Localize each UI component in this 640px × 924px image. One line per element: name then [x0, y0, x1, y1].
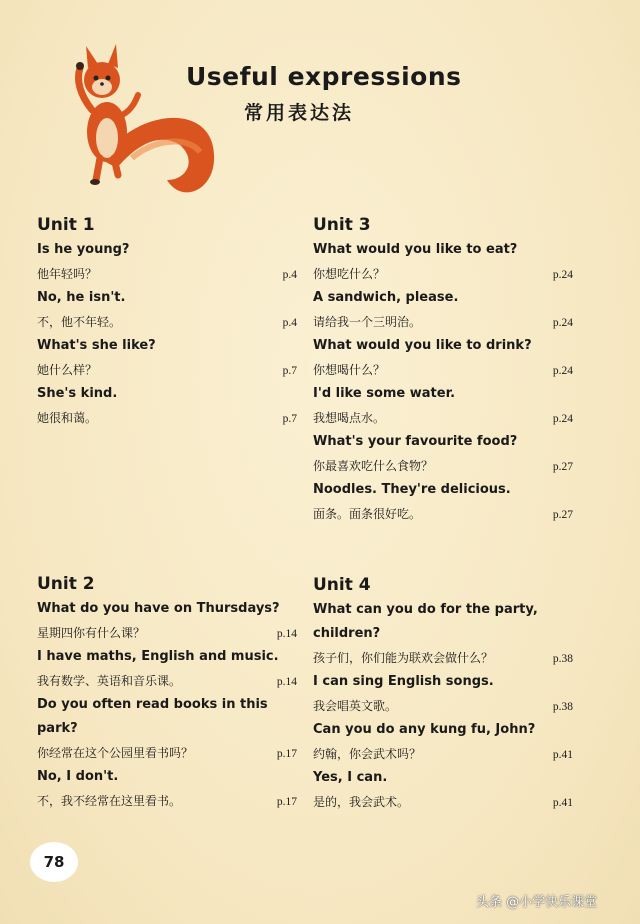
page-ref: p.24: [552, 365, 573, 377]
unit-title: Unit 1: [37, 215, 95, 235]
english-expression: She's kind.: [37, 386, 118, 401]
page-ref: p.24: [552, 317, 573, 329]
expression-item: [313, 670, 573, 718]
unit-title: Unit 3: [313, 215, 371, 235]
unit-title: Unit 4: [313, 575, 371, 595]
expression-item: [37, 597, 297, 645]
page-ref: p.4: [282, 269, 297, 281]
page-ref: p.17: [276, 748, 297, 760]
unit-title: Unit 2: [37, 574, 95, 594]
chinese-translation: 约翰，你会武术吗？: [313, 747, 422, 761]
english-expression: What would you like to eat?: [313, 242, 518, 257]
expression-item: [37, 382, 297, 430]
chinese-translation: 是的，我会武术。: [313, 795, 410, 809]
english-expression: I'd like some water.: [313, 386, 456, 401]
page-ref: p.24: [552, 413, 573, 425]
chinese-translation: 我想喝点水。: [313, 411, 386, 425]
expression-item: [37, 693, 297, 765]
page-ref: p.41: [552, 797, 573, 809]
chinese-translation: 你想喝什么？: [313, 363, 386, 377]
page-ref: p.7: [282, 413, 297, 425]
english-expression: What can you do for the party, children?: [313, 602, 538, 641]
expression-item: [37, 334, 297, 382]
expression-item: [313, 718, 573, 766]
expression-item: [313, 766, 573, 814]
chinese-translation: 请给我一个三明治。: [313, 315, 422, 329]
english-expression: Noodles. They're delicious.: [313, 482, 511, 497]
page-ref: p.27: [552, 509, 573, 521]
watermark: 头条 @小学快乐课堂: [476, 895, 598, 910]
expression-item: [313, 334, 573, 382]
english-expression: No, I don't.: [37, 769, 119, 784]
english-expression: What do you have on Thursdays?: [37, 601, 280, 616]
page-ref: p.17: [276, 796, 297, 808]
english-expression: What's she like?: [37, 338, 156, 353]
chinese-translation: 我有数学、英语和音乐课。: [37, 674, 182, 688]
english-expression: No, he isn't.: [37, 290, 126, 305]
expression-item: [37, 765, 297, 813]
page-title: Useful expressions: [186, 62, 462, 91]
english-expression: I have maths, English and music.: [37, 649, 279, 664]
english-expression: Can you do any kung fu, John?: [313, 722, 536, 737]
page-ref: p.38: [552, 653, 573, 665]
chinese-translation: 不，我不经常在这里看书。: [37, 794, 182, 808]
expression-item: [313, 430, 573, 478]
chinese-translation: 面条。面条很好吃。: [313, 507, 422, 521]
unit-1-section: [37, 214, 297, 430]
page-ref: p.38: [552, 701, 573, 713]
english-expression: What would you like to drink?: [313, 338, 532, 353]
english-expression: I can sing English songs.: [313, 674, 494, 689]
chinese-translation: 星期四你有什么课？: [37, 626, 146, 640]
page-subtitle: 常用表达法: [244, 102, 355, 124]
page-ref: p.4: [282, 317, 297, 329]
chinese-translation: 你最喜欢吃什么食物？: [313, 459, 434, 473]
chinese-translation: 她什么样？: [37, 363, 98, 377]
english-expression: Is he young?: [37, 242, 130, 257]
page-ref: p.14: [276, 676, 297, 688]
unit-2-section: [37, 573, 297, 813]
chinese-translation: 你想吃什么？: [313, 267, 386, 281]
expression-item: [37, 238, 297, 286]
expression-item: [313, 478, 573, 526]
english-expression: What's your favourite food?: [313, 434, 518, 449]
expression-item: [313, 238, 573, 286]
page-ref: p.24: [552, 269, 573, 281]
expression-item: [313, 286, 573, 334]
expression-item: [37, 286, 297, 334]
expression-item: [313, 598, 573, 670]
chinese-translation: 你经常在这个公园里看书吗？: [37, 746, 194, 760]
english-expression: A sandwich, please.: [313, 290, 459, 305]
english-expression: Yes, I can.: [313, 770, 388, 785]
unit-3-section: [313, 214, 573, 526]
chinese-translation: 孩子们，你们能为联欢会做什么？: [313, 651, 494, 665]
page-number: 78: [30, 842, 78, 882]
english-expression: Do you often read books in this park?: [37, 697, 268, 736]
chinese-translation: 我会唱英文歌。: [313, 699, 398, 713]
chinese-translation: 他年轻吗？: [37, 267, 98, 281]
page-ref: p.7: [282, 365, 297, 377]
chinese-translation: 她很和蔼。: [37, 411, 98, 425]
page-ref: p.41: [552, 749, 573, 761]
unit-4-section: [313, 574, 573, 814]
page-ref: p.27: [552, 461, 573, 473]
page-ref: p.14: [276, 628, 297, 640]
expression-item: [313, 382, 573, 430]
chinese-translation: 不，他不年轻。: [37, 315, 122, 329]
expression-item: [37, 645, 297, 693]
